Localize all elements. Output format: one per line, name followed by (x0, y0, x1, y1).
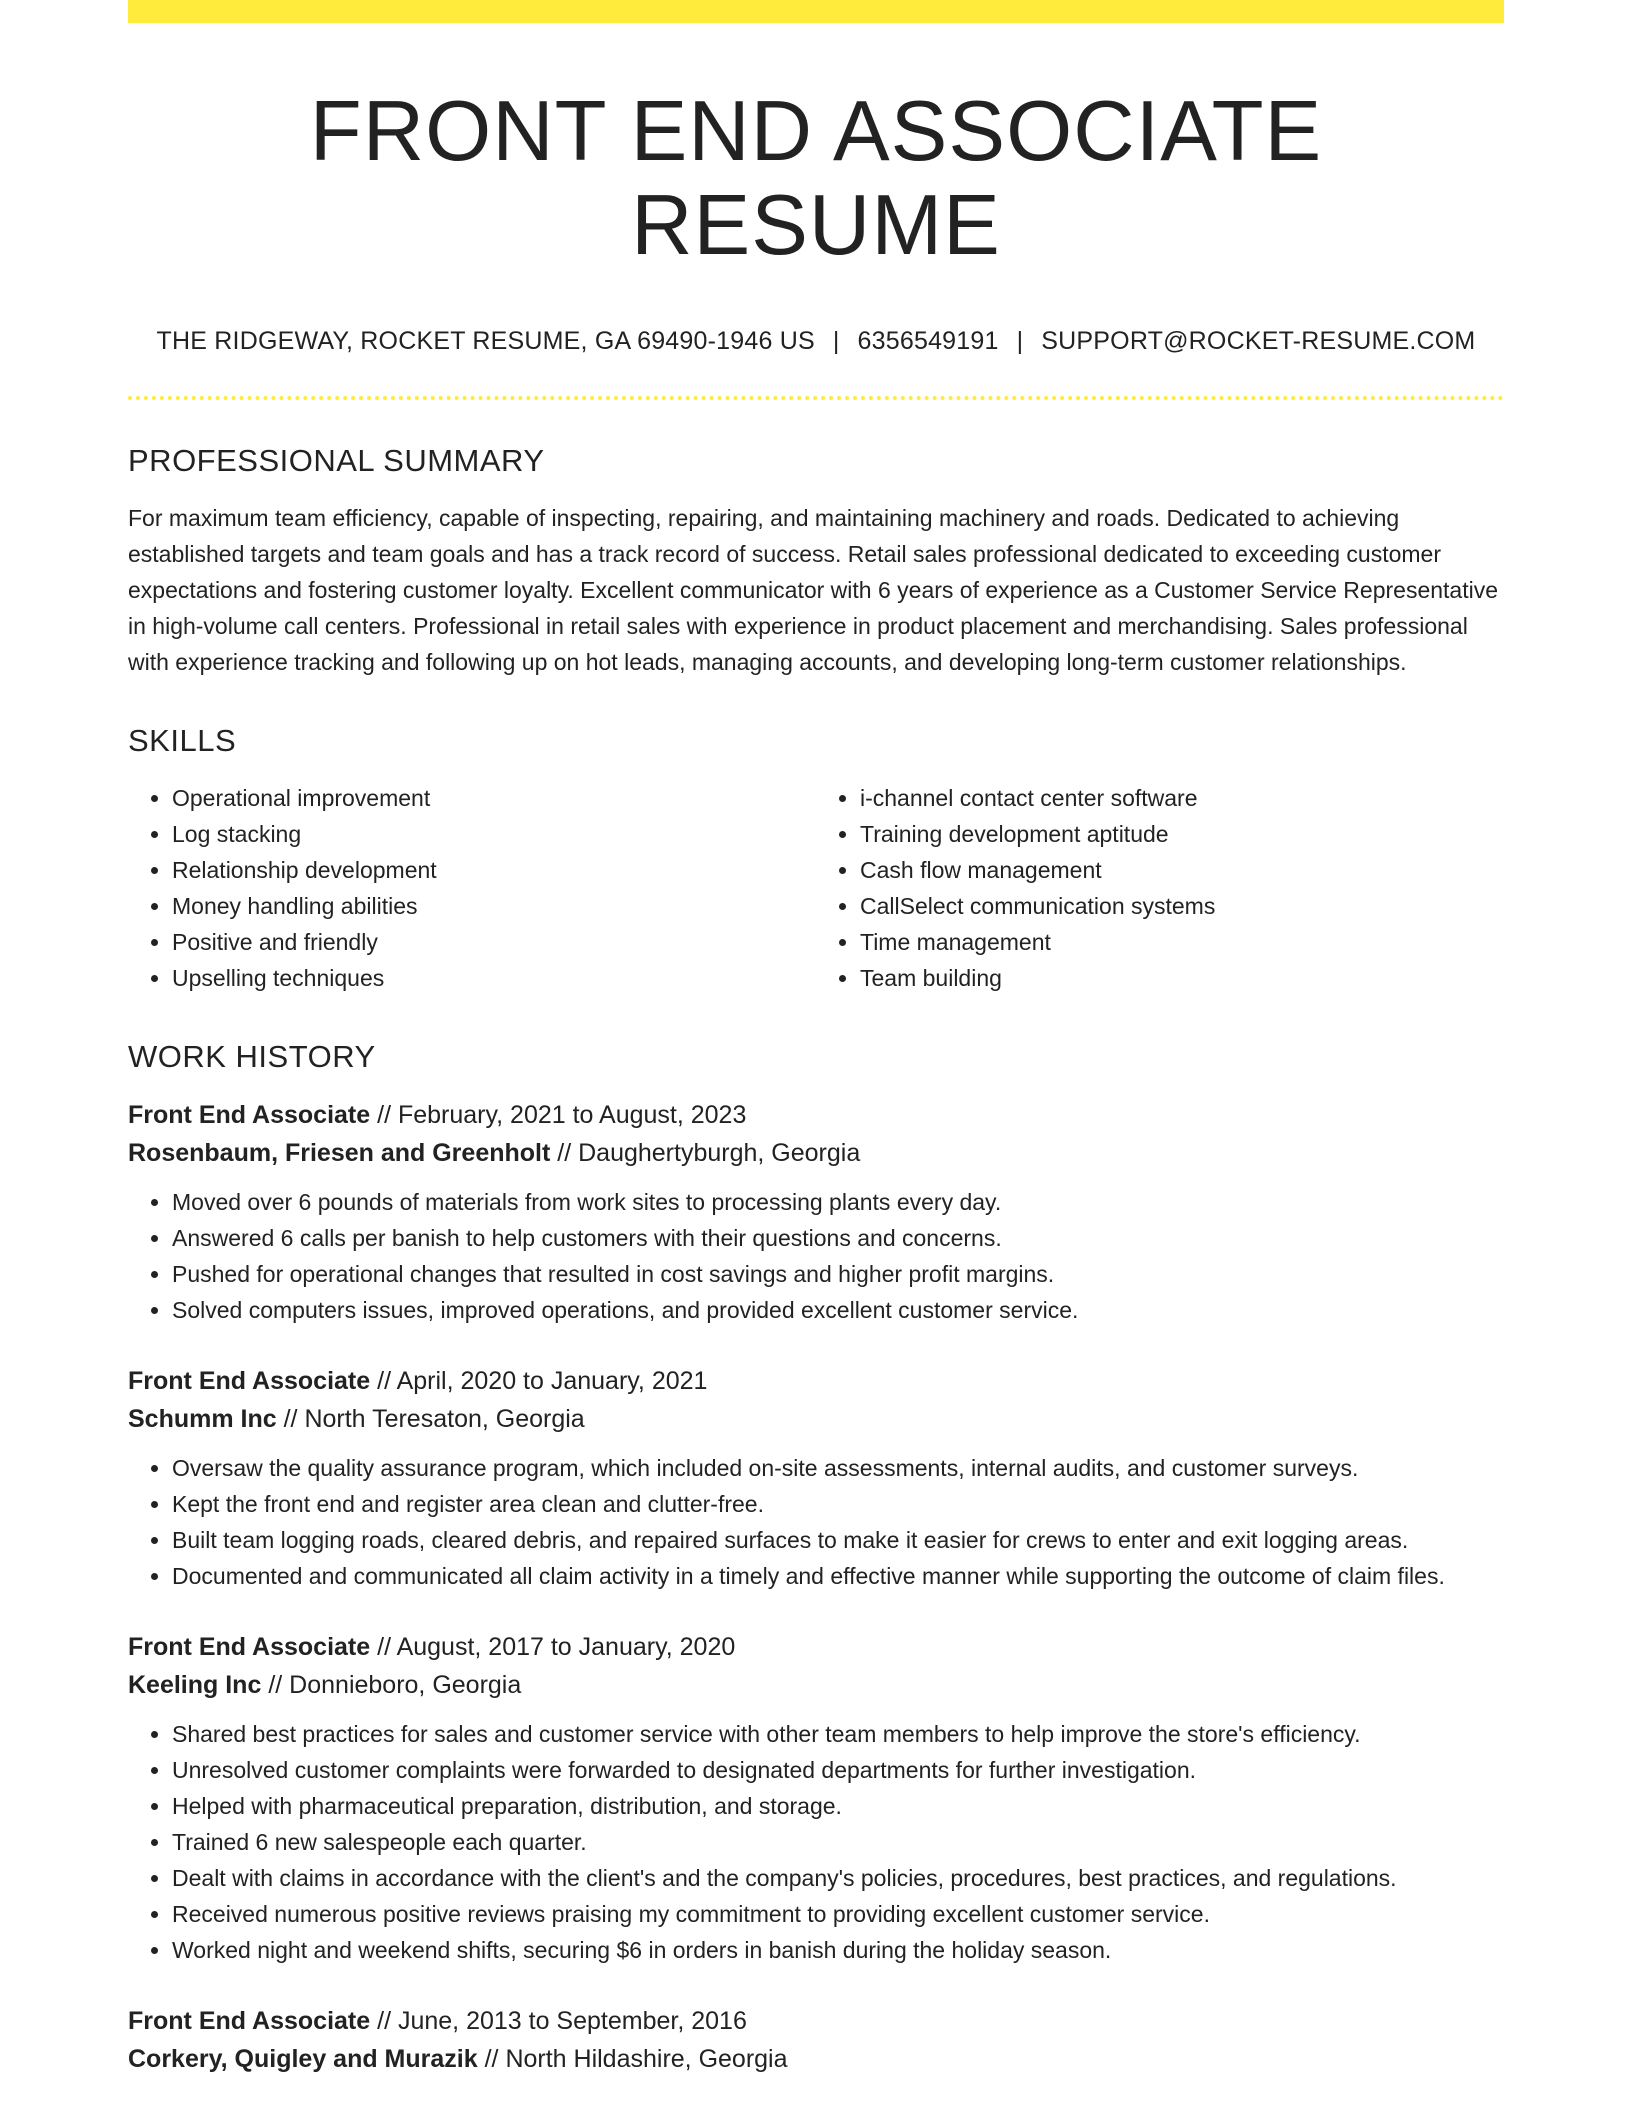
summary-heading: PROFESSIONAL SUMMARY (128, 443, 545, 478)
job-separator: // (477, 2045, 506, 2074)
job-bullet: • Answered 6 calls per banish to help customers with their questions and concerns. (172, 1220, 1504, 1256)
job-separator: // (550, 1139, 579, 1168)
job-bullet: • Trained 6 new salespeople each quarter. (172, 1824, 1504, 1860)
job-role-line (128, 1096, 1504, 1134)
job-company: Schumm Inc (128, 1405, 277, 1434)
job-company-line (128, 1400, 1504, 1438)
contact-separator: | (832, 327, 840, 355)
skill-item: • CallSelect communication systems (860, 888, 1504, 924)
job-role: Front End Associate (128, 1633, 371, 1662)
skills-column-left (128, 780, 816, 996)
skills-column-right (816, 780, 1504, 996)
dotted-divider (128, 396, 1504, 400)
job-bullet: • Shared best practices for sales and customer service with other team members to help improve the store's efficiency. (172, 1716, 1504, 1752)
job-separator: // (370, 2007, 398, 2036)
job-separator: // (370, 1367, 397, 1396)
job-bullet: • Helped with pharmaceutical preparation, distribution, and storage. (172, 1788, 1504, 1824)
skill-item: • Positive and friendly (172, 924, 816, 960)
job-role-line (128, 1362, 1504, 1400)
resume-title: FRONT END ASSOCIATE RESUME (309, 84, 1323, 273)
job-role: Front End Associate (128, 1367, 371, 1396)
job-entry (128, 1096, 1504, 1328)
job-company-line (128, 1134, 1504, 1172)
job-bullet: • Solved computers issues, improved operations, and provided excellent customer service. (172, 1292, 1504, 1328)
accent-top-bar (128, 0, 1504, 23)
job-bullet: • Kept the front end and register area clean and clutter-free. (172, 1486, 1504, 1522)
skills-heading: SKILLS (128, 723, 237, 759)
skill-item: • Relationship development (172, 852, 816, 888)
job-company: Corkery, Quigley and Murazik (128, 2045, 478, 2074)
summary-text: For maximum team efficiency, capable of inspecting, repairing, and maintaining machinery and roads. Dedicated to achieving established targets and team goals and has a track record of success. Retail sales professional dedicated to exceeding customer expectations and fostering customer loyalty. Excellent communicator with 6 years of experience as a Customer Service Representative in high-volume call centers. Professional in retail sales with experience in product placement and merchandising. Sales professional with experience tracking and following up on hot leads, managing accounts, and developing long-term customer relationships. (128, 505, 1498, 676)
job-entry (128, 1362, 1504, 1594)
job-bullets (128, 1450, 1504, 1594)
job-company: Keeling Inc (128, 1671, 262, 1700)
skill-item: • Team building (860, 960, 1504, 996)
job-company-line (128, 1666, 1504, 1704)
job-bullet: • Built team logging roads, cleared debris, and repaired surfaces to make it easier for crews to enter and exit logging areas. (172, 1522, 1504, 1558)
job-role: Front End Associate (128, 2007, 371, 2036)
job-entry (128, 2002, 1504, 2078)
skill-item: • Log stacking (172, 816, 816, 852)
work-history-heading: WORK HISTORY (128, 1039, 376, 1075)
job-location: Donnieboro, Georgia (289, 1671, 522, 1700)
contact-phone: 6356549191 (857, 327, 999, 355)
job-bullet: • Received numerous positive reviews praising my commitment to providing excellent customer service. (172, 1896, 1504, 1932)
job-bullet: • Documented and communicated all claim activity in a timely and effective manner while supporting the outcome of claim files. (172, 1558, 1504, 1594)
job-role: Front End Associate (128, 1101, 371, 1130)
job-bullet: • Oversaw the quality assurance program, which included on-site assessments, internal audits, and customer surveys. (172, 1450, 1504, 1486)
job-location: North Hildashire, Georgia (505, 2045, 788, 2074)
contact-separator: | (1016, 327, 1024, 355)
job-location: North Teresaton, Georgia (304, 1405, 585, 1434)
job-company: Rosenbaum, Friesen and Greenholt (128, 1139, 551, 1168)
job-bullet: • Unresolved customer complaints were forwarded to designated departments for further investigation. (172, 1752, 1504, 1788)
job-bullet: • Pushed for operational changes that resulted in cost savings and higher profit margins. (172, 1256, 1504, 1292)
contact-line (128, 326, 1504, 356)
job-dates: June, 2013 to September, 2016 (397, 2007, 747, 2036)
job-entry (128, 1628, 1504, 1968)
contact-address: THE RIDGEWAY, ROCKET RESUME, GA 69490-1946 US (156, 327, 815, 355)
skill-item: • Time management (860, 924, 1504, 960)
work-history-list (128, 1096, 1504, 2078)
skill-item: • Cash flow management (860, 852, 1504, 888)
job-bullet: • Dealt with claims in accordance with the client's and the company's policies, procedures, best practices, and regulations. (172, 1860, 1504, 1896)
skills-list (128, 780, 1504, 996)
job-bullet: • Worked night and weekend shifts, securing $6 in orders in banish during the holiday season. (172, 1932, 1504, 1968)
contact-email: SUPPORT@ROCKET-RESUME.COM (1041, 327, 1476, 355)
job-separator: // (370, 1633, 397, 1662)
job-role-line (128, 1628, 1504, 1666)
job-dates: August, 2017 to January, 2020 (396, 1633, 736, 1662)
job-bullet: • Moved over 6 pounds of materials from work sites to processing plants every day. (172, 1184, 1504, 1220)
job-dates: April, 2020 to January, 2021 (396, 1367, 708, 1396)
job-separator: // (261, 1671, 290, 1700)
skill-item: • Training development aptitude (860, 816, 1504, 852)
job-location: Daughertyburgh, Georgia (578, 1139, 861, 1168)
skill-item: • Money handling abilities (172, 888, 816, 924)
job-dates: February, 2021 to August, 2023 (397, 1101, 747, 1130)
job-company-line (128, 2040, 1504, 2078)
skill-item: • i-channel contact center software (860, 780, 1504, 816)
skill-item: • Upselling techniques (172, 960, 816, 996)
job-separator: // (276, 1405, 305, 1434)
job-bullets (128, 1716, 1504, 1968)
job-separator: // (370, 1101, 398, 1130)
skill-item: • Operational improvement (172, 780, 816, 816)
job-bullets (128, 1184, 1504, 1328)
job-role-line (128, 2002, 1504, 2040)
